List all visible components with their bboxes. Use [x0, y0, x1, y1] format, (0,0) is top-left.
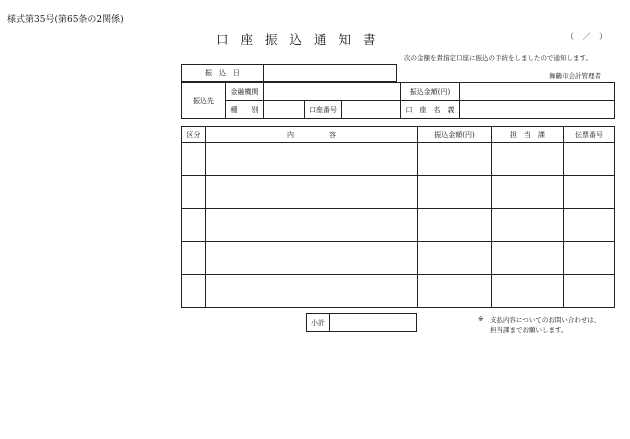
table-row	[182, 176, 615, 209]
notice-text: 次の金額を貴指定口座に振込の手続をしましたので通知します。	[404, 54, 592, 62]
table-row	[182, 143, 615, 176]
footnote-line-1: 支払内容についてのお問い合わせは、	[490, 316, 601, 324]
form-number: 様式第35号(第65条の2関係)	[7, 15, 124, 25]
header-department: 担 当 課	[492, 127, 564, 143]
payee-table	[181, 82, 615, 119]
header-category: 区分	[182, 127, 206, 143]
transfer-date-table	[181, 64, 397, 82]
type-label: 種 別	[226, 101, 264, 119]
account-name-label: 口 座 名 義	[401, 101, 460, 119]
subtotal-table	[306, 313, 417, 332]
issuer: 舞鶴市会計管理者	[549, 72, 601, 80]
transfer-date-label: 振 込 日	[182, 65, 264, 82]
detail-table	[181, 126, 615, 308]
account-no-label: 口座番号	[305, 101, 342, 119]
table-row	[182, 209, 615, 242]
transfer-date-value	[264, 65, 397, 82]
subtotal-value	[330, 314, 417, 332]
table-row	[182, 275, 615, 308]
document-title: 口座振込通知書	[216, 32, 388, 47]
type-value	[264, 101, 305, 119]
subtotal-label: 小計	[307, 314, 330, 332]
header-amount: 振込金額(円)	[418, 127, 492, 143]
footnote-mark: ※	[478, 315, 484, 323]
amount-label: 振込金額(円)	[401, 83, 460, 101]
footnote-line-2: 担当課までお願いします。	[490, 326, 568, 334]
header-slip-no: 伝票番号	[564, 127, 615, 143]
table-row	[182, 242, 615, 275]
payee-label: 振込先	[182, 83, 226, 119]
amount-value	[460, 83, 615, 101]
bank-label: 金融機関	[226, 83, 264, 101]
account-name-value	[460, 101, 615, 119]
bank-value	[264, 83, 401, 101]
header-content: 内 容	[206, 127, 418, 143]
sheet-marker: （ ／ ）	[566, 32, 611, 41]
account-no-value	[342, 101, 401, 119]
